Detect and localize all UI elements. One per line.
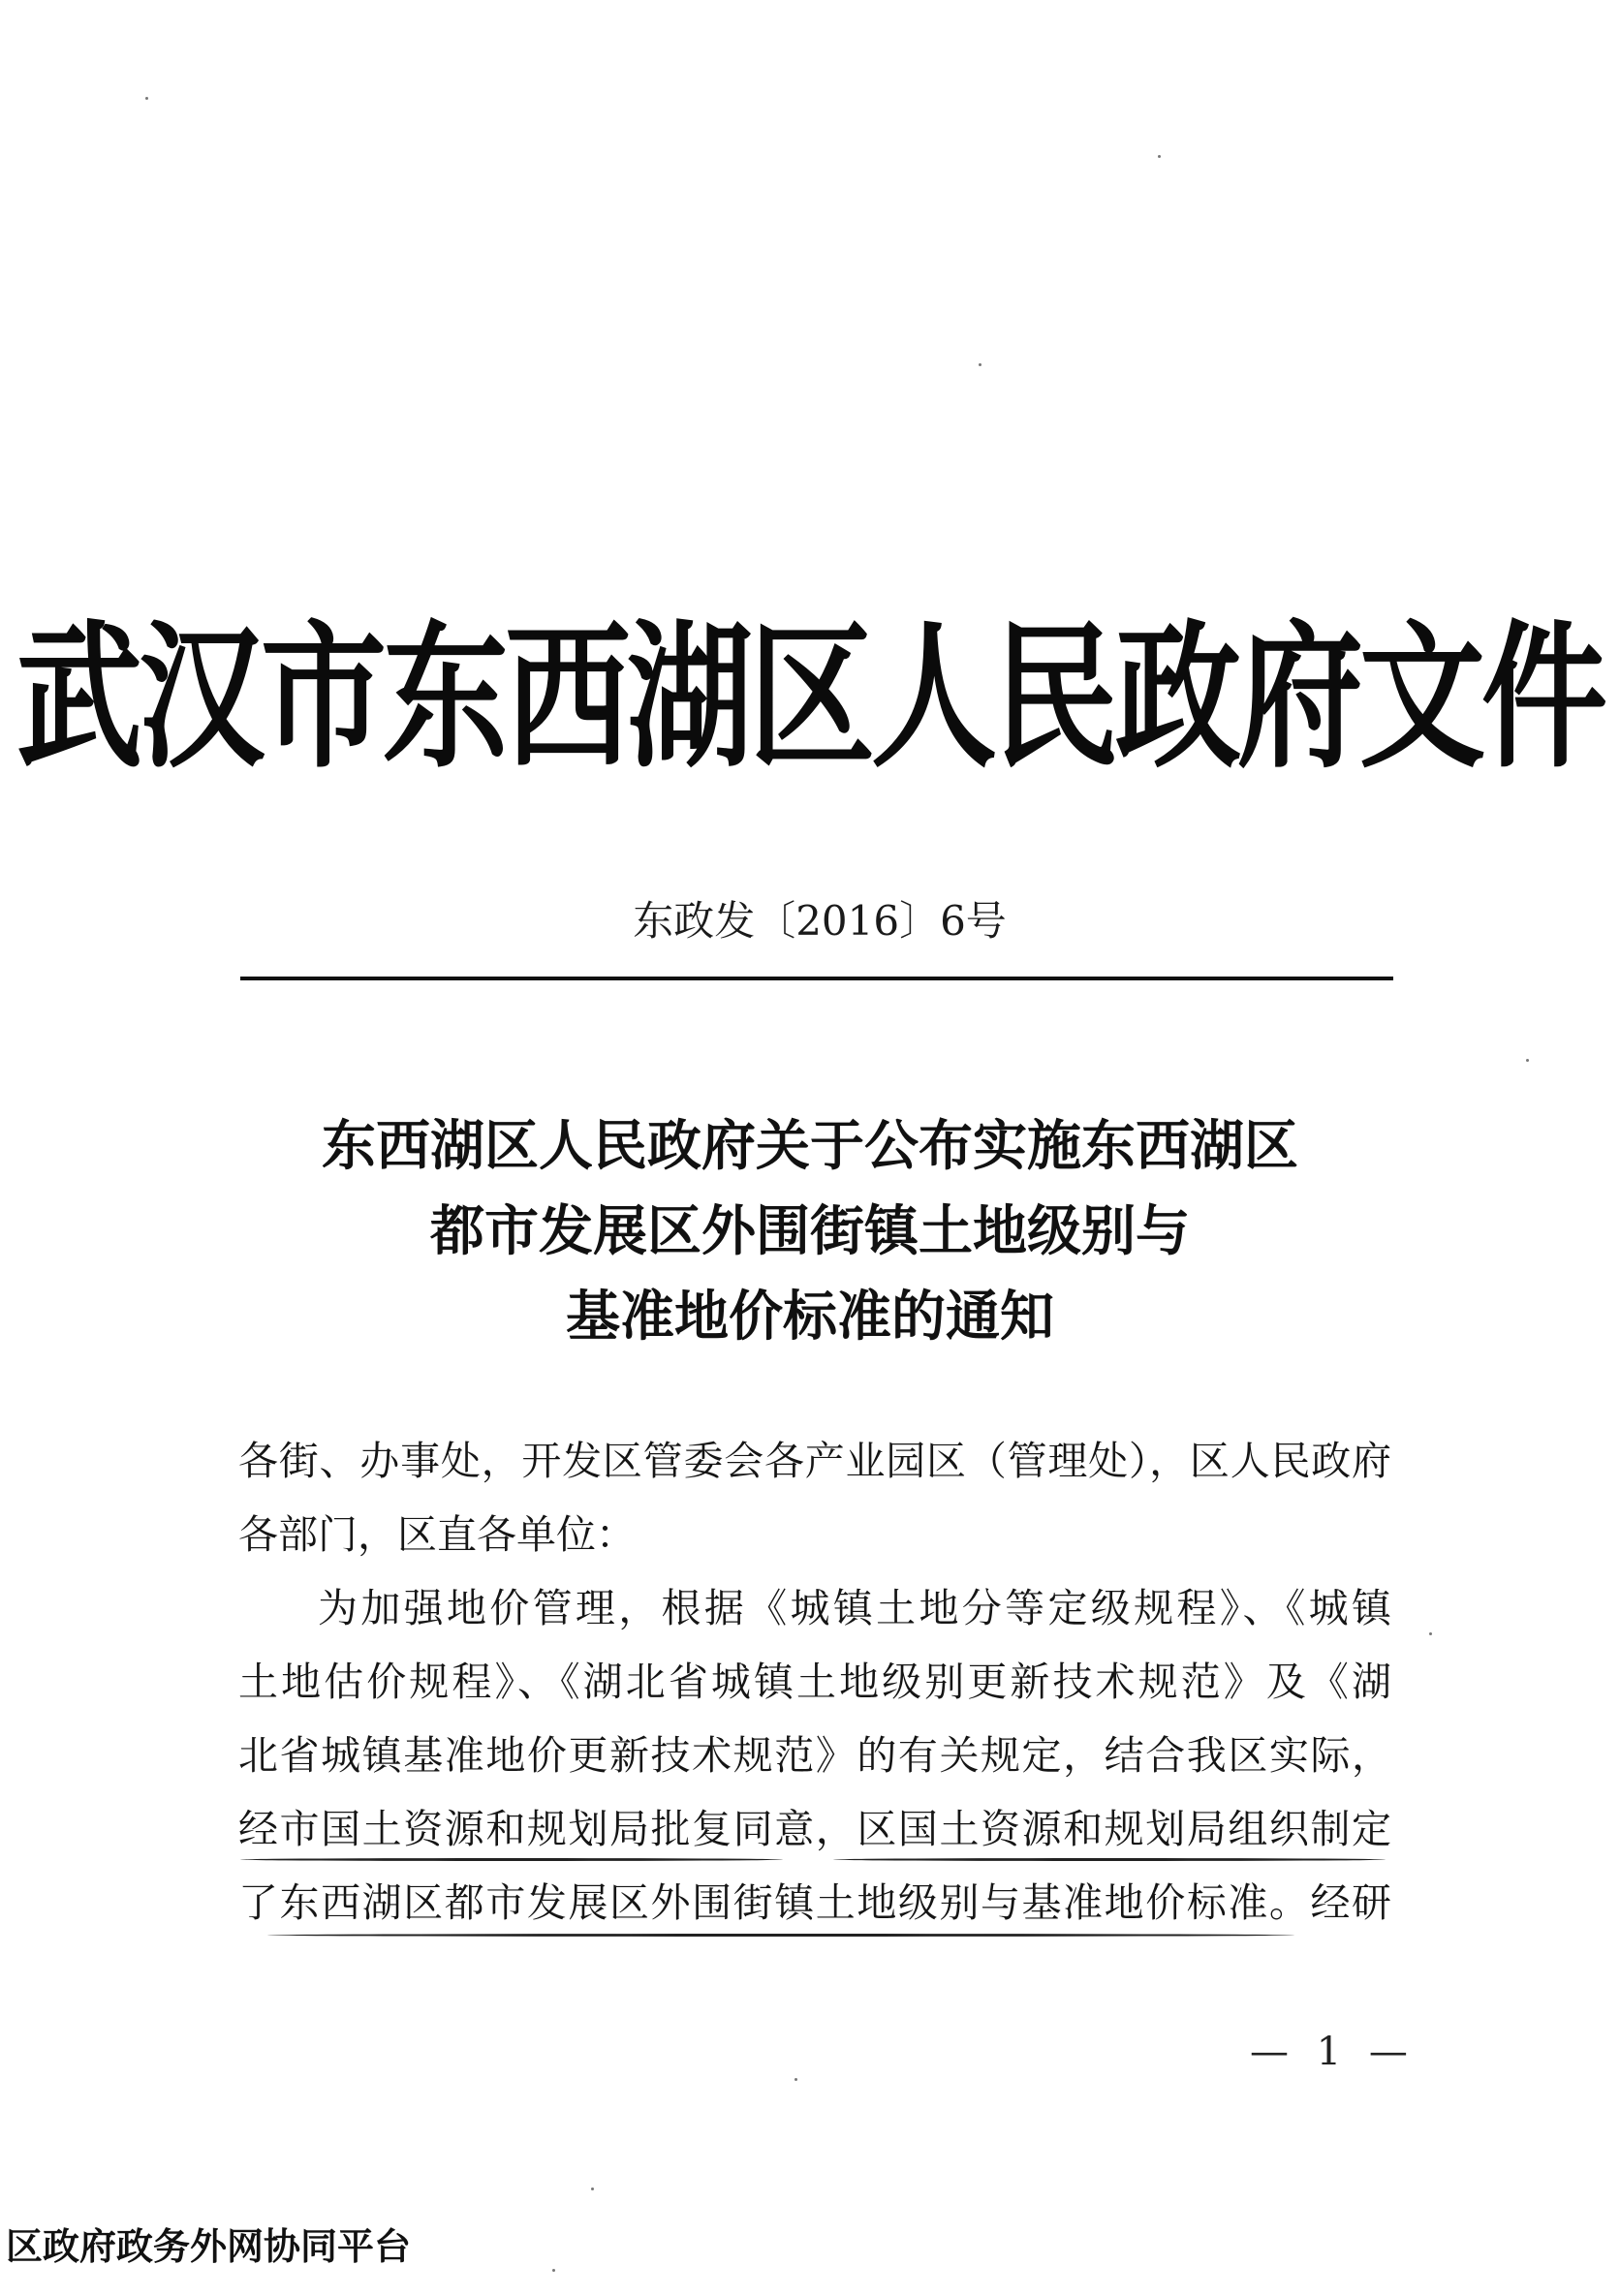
- pen-underline: [267, 1934, 1294, 1937]
- body-line: 各部门，区直各单位：: [238, 1511, 636, 1558]
- title-line: 都市发展区外围街镇土地级别与: [430, 1200, 1190, 1263]
- scan-speck: [1158, 155, 1161, 158]
- body-line: 经市国土资源和规划局批复同意，区国土资源和规划局组织制定: [238, 1806, 1391, 1852]
- body-line: 为加强地价管理，根据《城镇土地分等定级规程》、《城镇: [318, 1585, 1391, 1631]
- body-line: 土地估价规程》、《湖北省城镇土地级别更新技术规范》及《湖: [238, 1659, 1391, 1705]
- scan-speck: [1429, 1632, 1432, 1635]
- issuer-header: 武汉市东西湖区人民政府文件: [16, 605, 1604, 790]
- pen-underline: [240, 1858, 783, 1861]
- pen-underline: [833, 1858, 1386, 1861]
- scan-speck: [1526, 1059, 1529, 1062]
- scan-speck: [145, 97, 148, 100]
- platform-stamp: 区政府政务外网协同平台: [6, 2225, 412, 2268]
- scan-speck: [552, 2269, 555, 2272]
- scan-speck: [979, 363, 981, 366]
- document-title: [0, 1104, 1620, 1360]
- scan-speck: [794, 2078, 797, 2081]
- title-line: 东西湖区人民政府关于公布实施东西湖区: [322, 1115, 1298, 1178]
- scan-speck: [591, 2187, 594, 2190]
- body-line: 各街、办事处，开发区管委会各产业园区（管理处），区人民政府: [238, 1438, 1391, 1484]
- page-number: — 1 —: [1250, 2030, 1416, 2074]
- header-divider: [240, 977, 1393, 980]
- document-number: 东政发〔2016〕6号: [633, 897, 1007, 945]
- title-line: 基准地价标准的通知: [566, 1286, 1054, 1349]
- body-line: 北省城镇基准地价更新技术规范》的有关规定，结合我区实际，: [238, 1732, 1391, 1779]
- body-line: 了东西湖区都市发展区外围街镇土地级别与基准地价标准。经研: [238, 1879, 1391, 1926]
- document-body: [238, 1424, 1391, 1939]
